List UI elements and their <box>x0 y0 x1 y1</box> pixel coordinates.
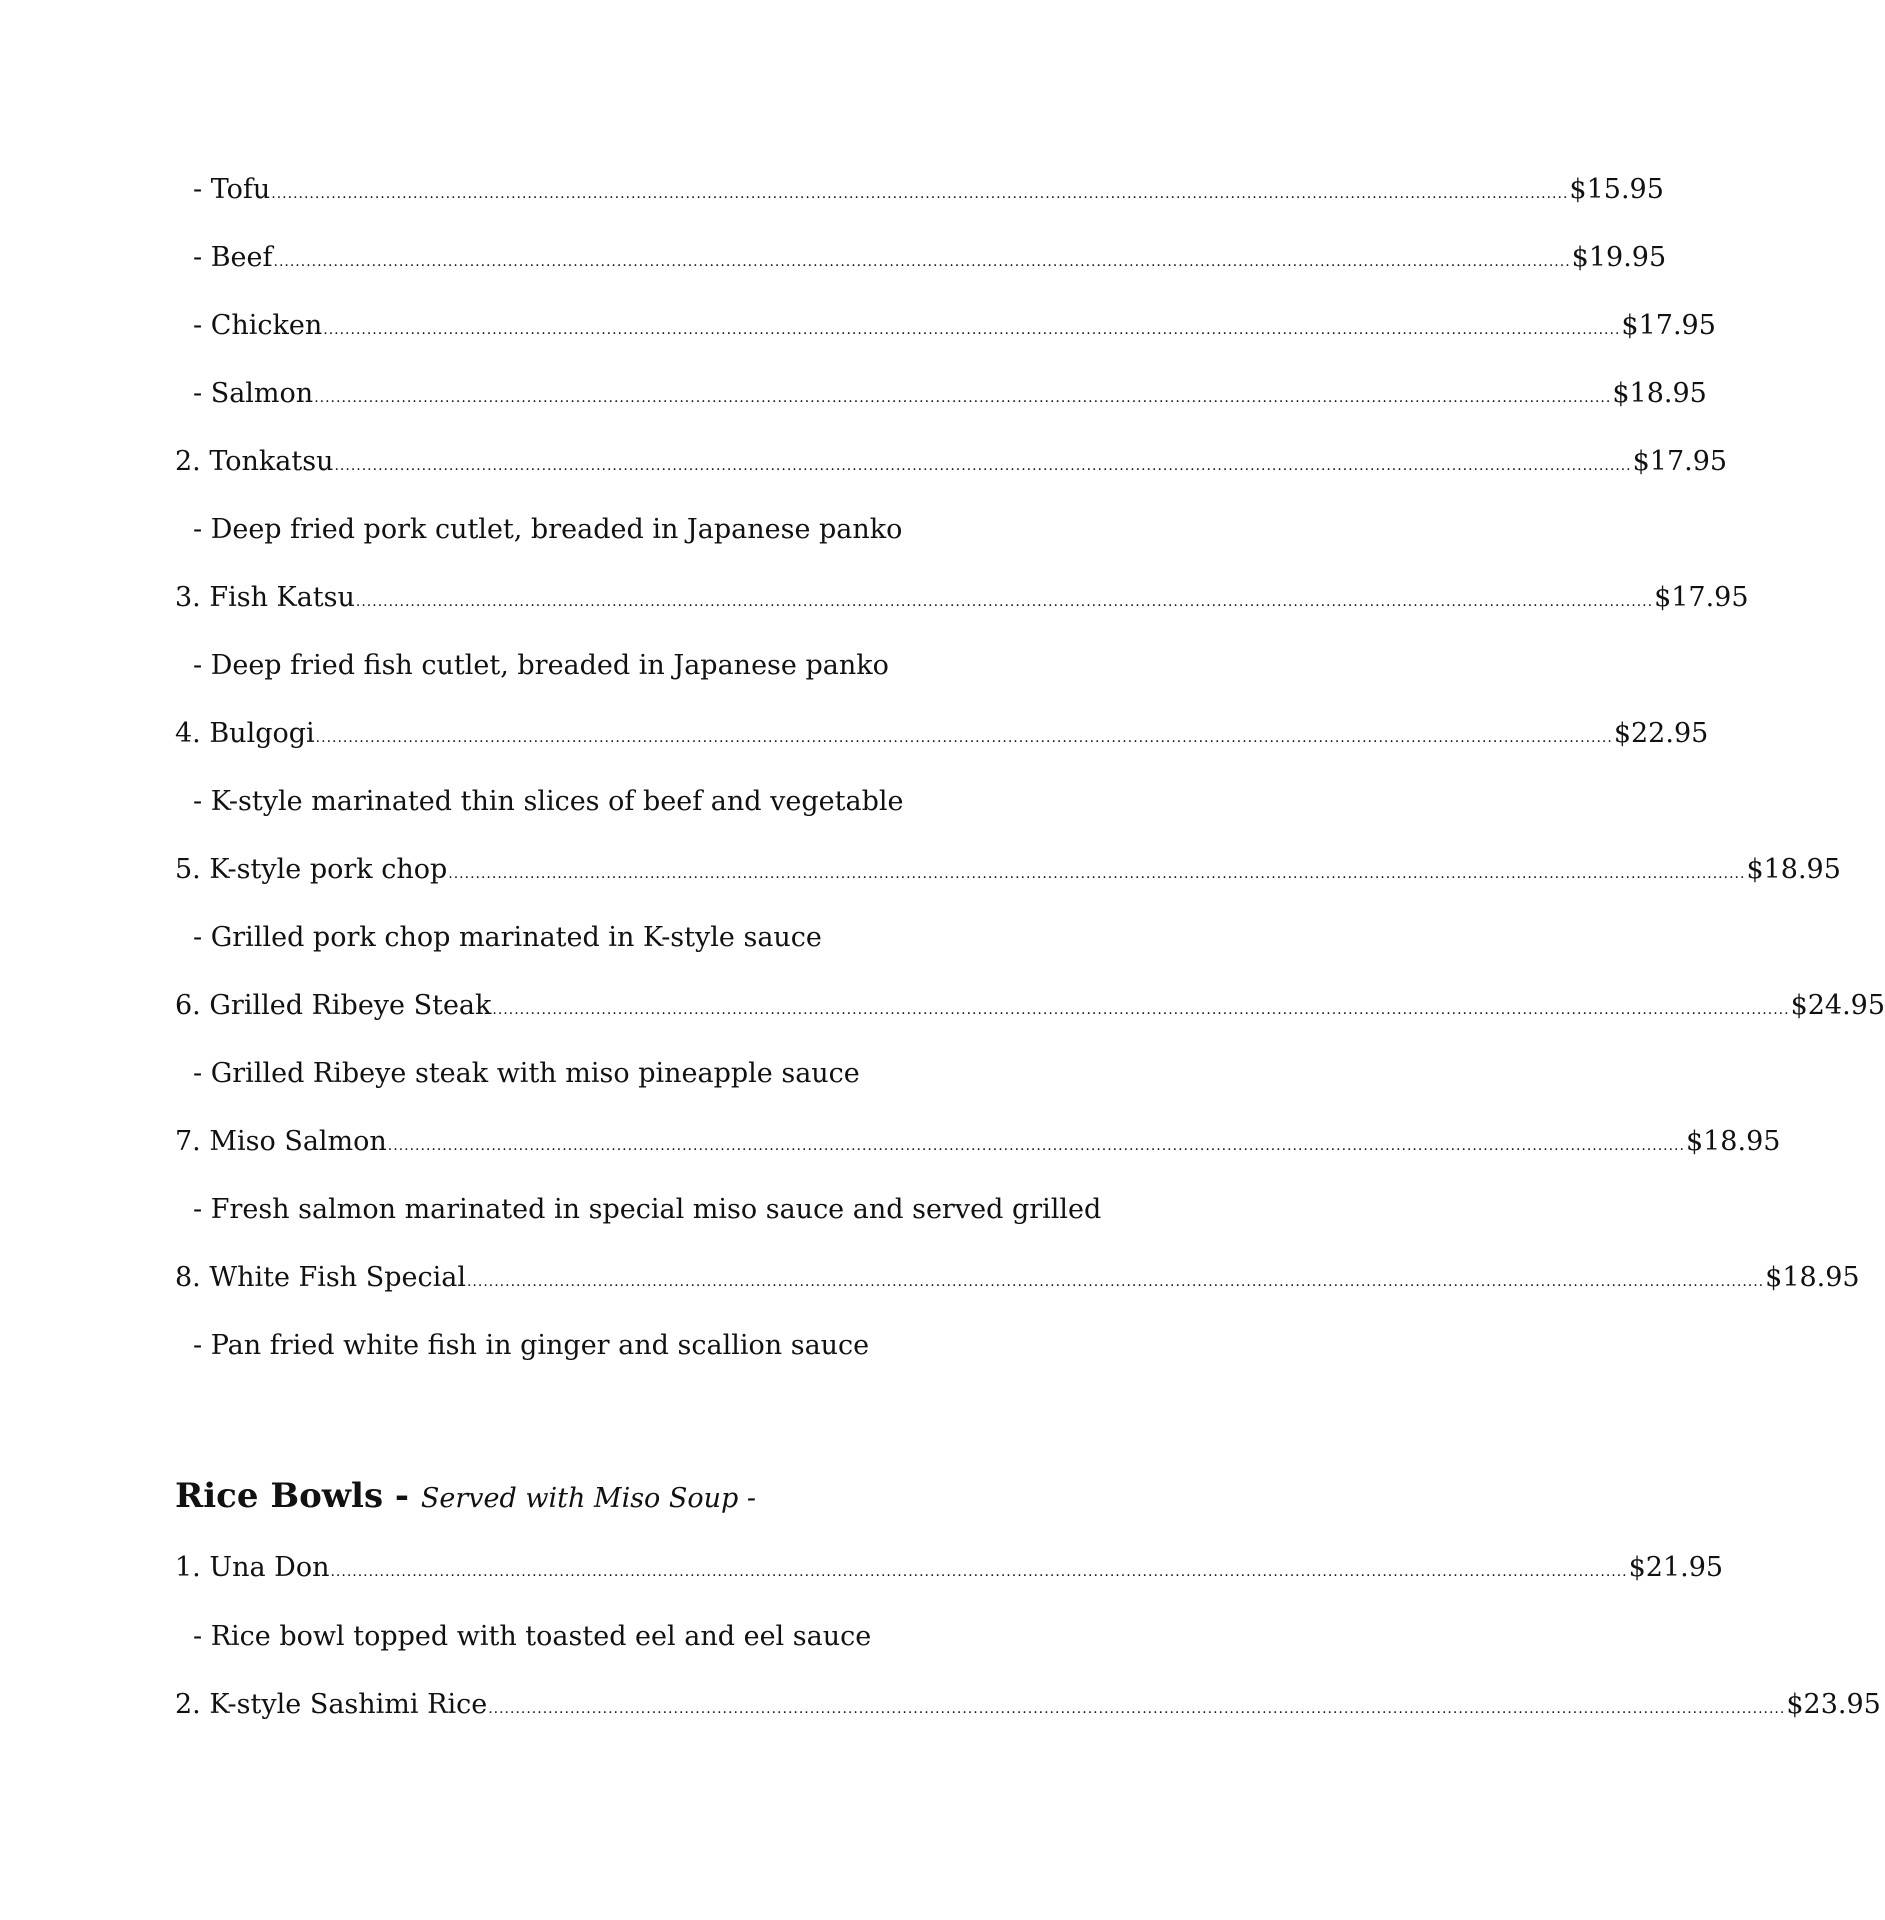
item-name: 5. K-style pork chop <box>175 854 448 885</box>
item-price: $18.95 <box>1685 1126 1781 1157</box>
item-price: $22.95 <box>1613 718 1709 749</box>
item-name: 3. Fish Katsu <box>175 582 355 613</box>
dot-leader: .............................................................................................................................................................................................................................................. <box>488 1701 1786 1717</box>
item-name: 2. Tonkatsu <box>175 446 334 477</box>
item-price: $21.95 <box>1628 1552 1724 1583</box>
dot-leader: .............................................................................................................................................................................................................................................. <box>387 1138 1685 1154</box>
item-price: $18.95 <box>1746 854 1841 885</box>
dot-leader: .............................................................................................................................................................................................................................................. <box>466 1274 1765 1290</box>
item-description-miso-salmon: - Fresh salmon marinated in special miso sauce and served grilled <box>193 1194 1102 1225</box>
item-name: - Beef <box>193 242 273 273</box>
menu-item-chicken <box>193 310 1716 346</box>
item-price: $17.95 <box>1632 446 1728 477</box>
section-note: Served with Miso Soup - <box>420 1483 757 1514</box>
dot-leader: .............................................................................................................................................................................................................................................. <box>492 1002 1790 1018</box>
item-price: $15.95 <box>1569 174 1664 205</box>
item-price: $18.95 <box>1765 1262 1860 1293</box>
item-name: 1. Una Don <box>175 1552 330 1583</box>
item-name: - Tofu <box>193 174 271 205</box>
dot-leader: .............................................................................................................................................................................................................................................. <box>355 594 1654 610</box>
section-heading-rice-bowls <box>175 1476 757 1516</box>
dot-leader: .............................................................................................................................................................................................................................................. <box>314 390 1612 406</box>
item-description-pork-chop: - Grilled pork chop marinated in K-style sauce <box>193 922 822 953</box>
menu-item-pork-chop <box>175 854 1841 890</box>
item-name: - Chicken <box>193 310 323 341</box>
item-name: 7. Miso Salmon <box>175 1126 387 1157</box>
item-price: $24.95 <box>1790 990 1885 1021</box>
dot-leader: .............................................................................................................................................................................................................................................. <box>330 1564 1628 1580</box>
menu-item-bulgogi <box>175 718 1709 754</box>
item-name: 2. K-style Sashimi Rice <box>175 1689 488 1720</box>
item-description-fish-katsu: - Deep fried fish cutlet, breaded in Japanese panko <box>193 650 889 681</box>
item-name: - Salmon <box>193 378 314 409</box>
menu-item-salmon <box>193 378 1707 414</box>
dot-leader: .............................................................................................................................................................................................................................................. <box>273 254 1571 270</box>
section-title: Rice Bowls - <box>175 1476 421 1516</box>
dot-leader: .............................................................................................................................................................................................................................................. <box>315 730 1613 746</box>
menu-item-beef <box>193 242 1667 278</box>
menu-item-white-fish-special <box>175 1262 1860 1298</box>
dot-leader: .............................................................................................................................................................................................................................................. <box>323 322 1621 338</box>
item-description-ribeye-steak: - Grilled Ribeye steak with miso pineapple sauce <box>193 1058 860 1089</box>
item-name: 6. Grilled Ribeye Steak <box>175 990 492 1021</box>
item-price: $18.95 <box>1612 378 1707 409</box>
item-price: $17.95 <box>1621 310 1716 341</box>
item-price: $23.95 <box>1786 1689 1881 1720</box>
menu-item-miso-salmon <box>175 1126 1781 1162</box>
item-description-bulgogi: - K-style marinated thin slices of beef and vegetable <box>193 786 904 817</box>
item-name: 8. White Fish Special <box>175 1262 466 1293</box>
item-description-una-don: - Rice bowl topped with toasted eel and eel sauce <box>193 1621 872 1652</box>
menu-item-ribeye-steak <box>175 990 1885 1026</box>
menu-item-tofu <box>193 174 1664 210</box>
dot-leader: .............................................................................................................................................................................................................................................. <box>448 866 1746 882</box>
item-description-white-fish-special: - Pan fried white fish in ginger and scallion sauce <box>193 1330 870 1361</box>
menu-item-sashimi-rice <box>175 1689 1881 1725</box>
menu-item-fish-katsu <box>175 582 1749 618</box>
dot-leader: .............................................................................................................................................................................................................................................. <box>271 186 1569 202</box>
item-price: $19.95 <box>1571 242 1667 273</box>
dot-leader: .............................................................................................................................................................................................................................................. <box>334 458 1632 474</box>
item-description-tonkatsu: - Deep fried pork cutlet, breaded in Japanese panko <box>193 514 903 545</box>
menu-item-una-don <box>175 1552 1724 1588</box>
menu-item-tonkatsu <box>175 446 1728 482</box>
item-price: $17.95 <box>1654 582 1749 613</box>
item-name: 4. Bulgogi <box>175 718 315 749</box>
